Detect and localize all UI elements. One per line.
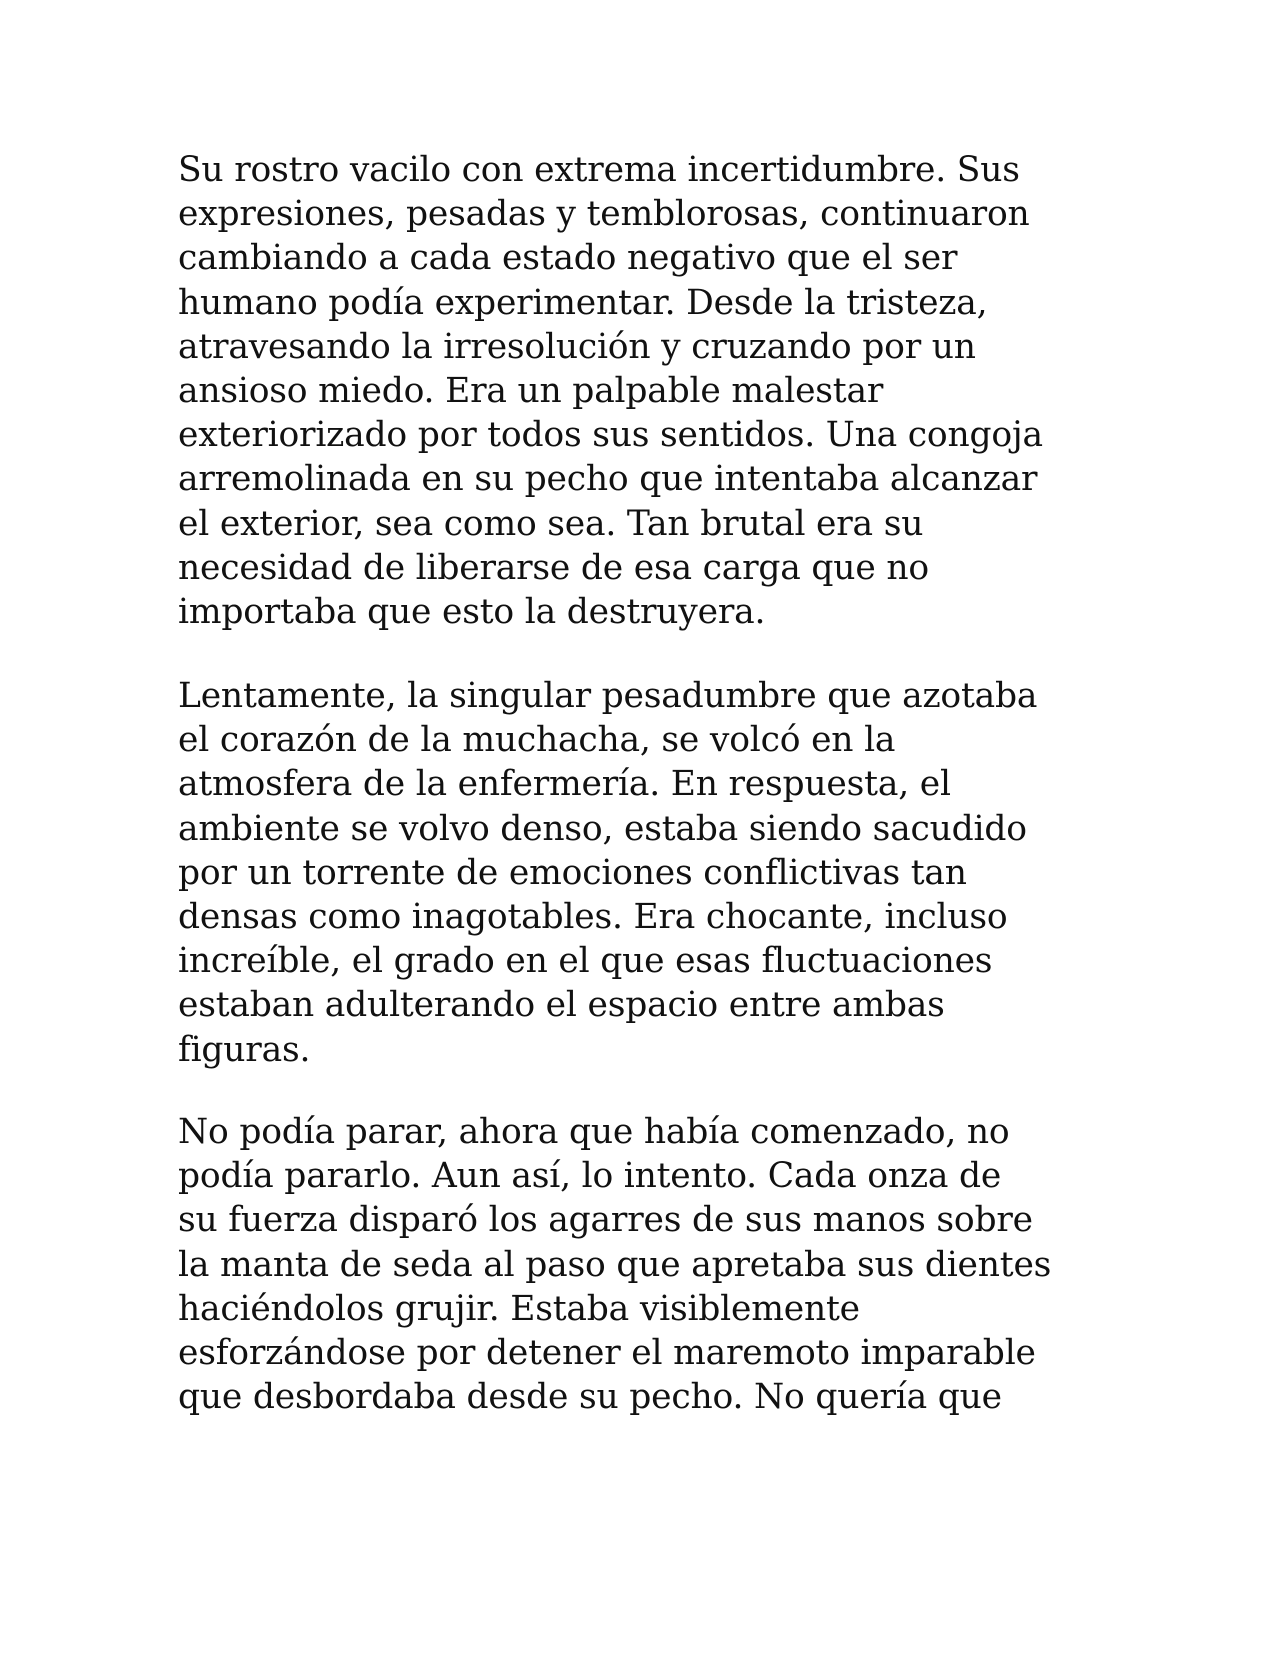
- text-line: atravesando la irresolución y cruzando por un: [178, 326, 976, 367]
- text-line: haciéndolos grujir. Estaba visiblemente: [178, 1288, 860, 1329]
- text-line: ansioso miedo. Era un palpable malestar: [178, 371, 884, 412]
- paragraph-1: [178, 148, 1043, 634]
- text-line: importaba que esto la destruyera.: [178, 592, 766, 633]
- text-line: increíble, el grado en el que esas fluctuaciones: [178, 941, 993, 982]
- text-line: podía pararlo. Aun así, lo intento. Cada onza de: [178, 1156, 1002, 1197]
- paragraph-2: [178, 674, 1037, 1072]
- text-line: Su rostro vacilo con extrema incertidumbre. Sus: [178, 150, 1020, 190]
- text-line: densas como inagotables. Era chocante, incluso: [178, 897, 1008, 938]
- text-line: el corazón de la muchacha, se volcó en la: [178, 720, 896, 761]
- text-line: arremolinada en su pecho que intentaba alcanzar: [178, 459, 1038, 500]
- text-line: exteriorizado por todos sus sentidos. Una congoja: [178, 415, 1043, 456]
- text-line: Lentamente, la singular pesadumbre que azotaba: [178, 676, 1038, 716]
- paragraph-3: [178, 1110, 1051, 1419]
- text-line: por un torrente de emociones conflictivas tan: [178, 852, 967, 893]
- text-line: No podía parar, ahora que había comenzado, no: [178, 1112, 1010, 1152]
- text-line: la manta de seda al paso que apretaba sus dientes: [178, 1244, 1052, 1285]
- text-line: necesidad de liberarse de esa carga que no: [178, 547, 929, 588]
- text-line: el exterior, sea como sea. Tan brutal era su: [178, 503, 924, 544]
- text-line: figuras.: [178, 1029, 311, 1070]
- text-line: ambiente se volvo denso, estaba siendo sacudido: [178, 808, 1027, 849]
- text-line: atmosfera de la enfermería. En respuesta, el: [178, 764, 951, 805]
- text-line: expresiones, pesadas y temblorosas, continuaron: [178, 194, 1030, 235]
- text-line: esforzándose por detener el maremoto imparable: [178, 1333, 1036, 1374]
- text-line: estaban adulterando el espacio entre ambas: [178, 985, 945, 1026]
- text-line: su fuerza disparó los agarres de sus manos sobre: [178, 1200, 1033, 1241]
- text-line: cambiando a cada estado negativo que el ser: [178, 238, 958, 279]
- text-line: humano podía experimentar. Desde la tristeza,: [178, 282, 988, 323]
- text-line: que desbordaba desde su pecho. No quería que: [178, 1377, 1002, 1418]
